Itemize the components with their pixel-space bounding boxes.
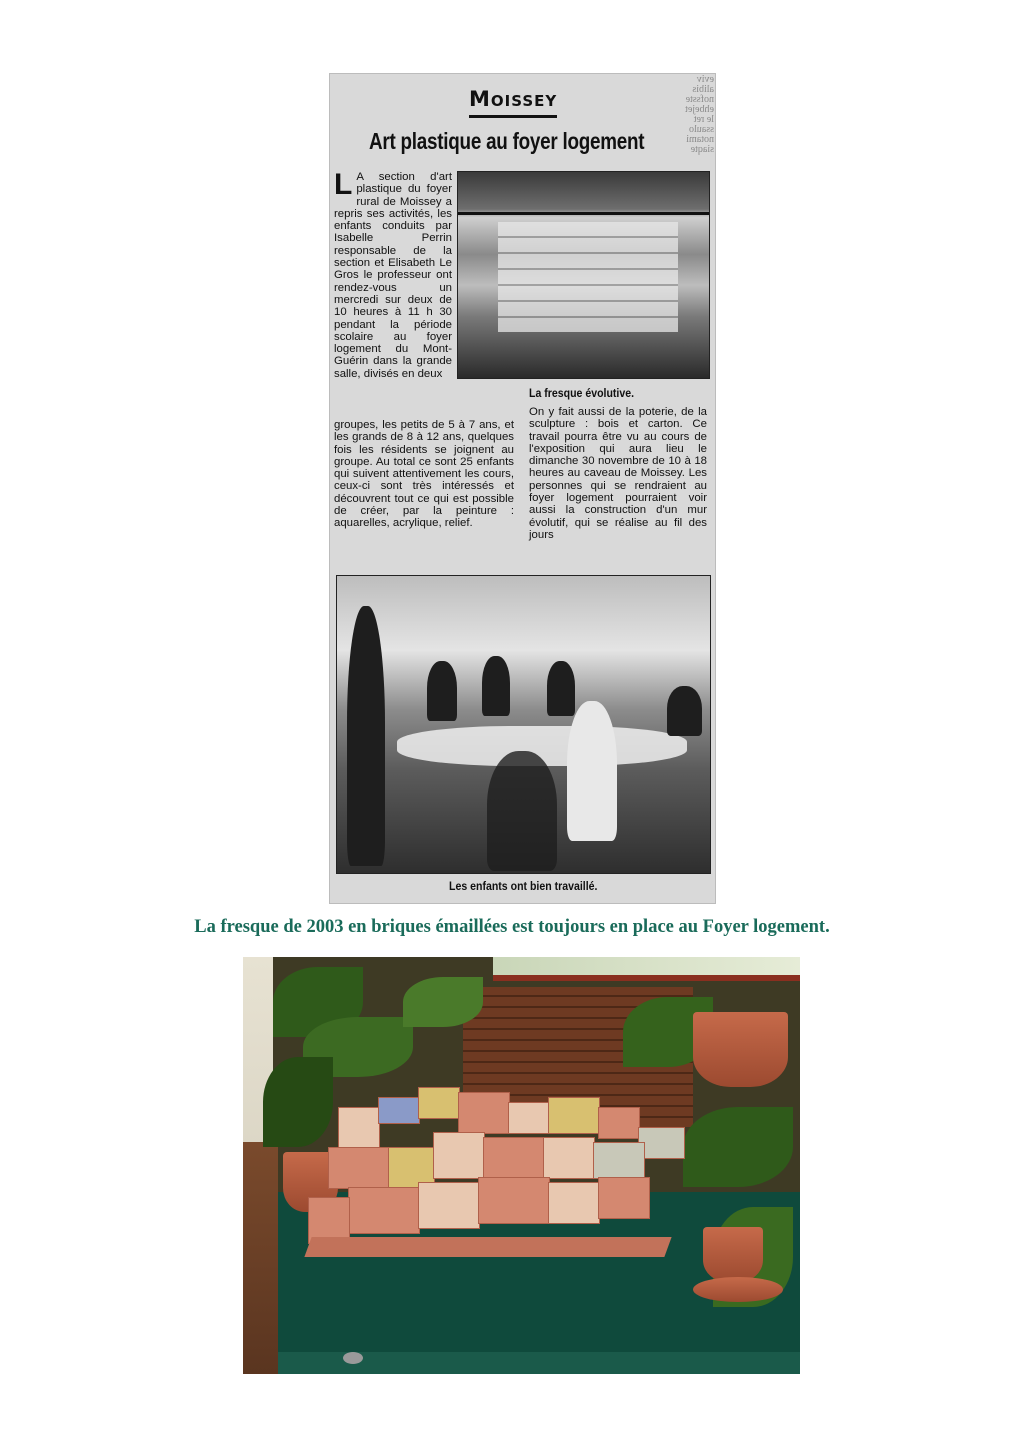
article-paragraph-left-bottom: groupes, les petits de 5 à 7 ans, et les grands de 8 à 12 ans, quelques fois les résidents se joignent au groupe. Au total ce sont 25 enfants qui suivent attentivement les cours, ceux-ci sont très intéressés et découvrent tout ce qui est possible de créer, par la peinture : aquarelles, acrylique, relief. (334, 419, 514, 530)
article-place-name: Moissey (469, 87, 557, 118)
children-photo (336, 575, 711, 874)
bleed-through-text: eviv alibis nofsste ehbejet le ret ssaulo notami siaqte (685, 74, 714, 155)
page-caption: La fresque de 2003 en briques émaillées est toujours en place au Foyer logement. (194, 917, 830, 937)
fresque-color-photo (243, 957, 800, 1374)
drop-cap: L (334, 168, 353, 201)
article-paragraph-right: On y fait aussi de la poterie, de la sculpture : bois et carton. Ce travail pourra être vu au cours de l'exposition qui aura lieu le dimanche 30 novembre de 10 à 18 heures au caveau de Moissey. Les personnes qui se rendraient au foyer logement pourraient voir aussi la construction d'un mur évolutif, qui se réalise au fil des jours (529, 406, 707, 541)
caption-children-photo: Les enfants ont bien travaillé. (449, 879, 598, 893)
newspaper-clipping (329, 73, 716, 904)
fresque-photo (457, 171, 710, 379)
article-headline: Art plastique au foyer logement (369, 128, 645, 154)
fresque-bricks (308, 1087, 698, 1257)
caption-fresque-photo: La fresque évolutive. (529, 386, 635, 400)
article-paragraph-left-top: L A section d'art plastique du foyer rural de Moissey a repris ses activités, les enfants conduits par Isabelle Perrin responsable de la section et Elisabeth Le Gros le professeur ont rendez-vous un mercredi sur deux de 10 heures à 11 h 30 pendant la période scolaire au foyer logement du Mont-Guérin dans la grande salle, divisés en deux (334, 168, 452, 380)
